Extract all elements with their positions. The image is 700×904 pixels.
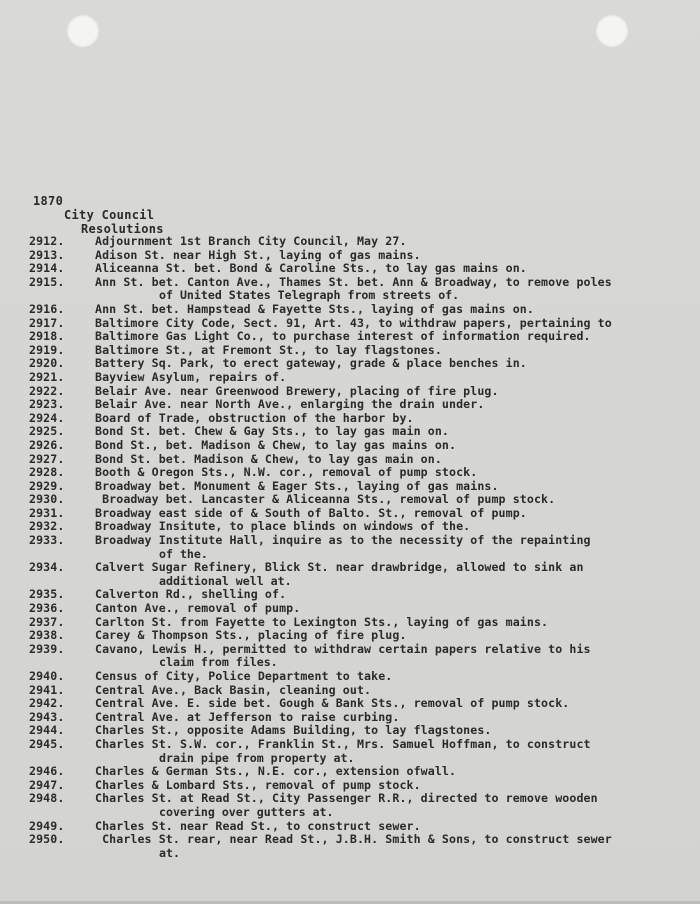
resolution-text: Charles St. S.W. cor., Franklin St., Mrs. Samuel Hoffman, to construct	[95, 737, 591, 751]
resolution-text: Calverton Rd., shelling of.	[95, 588, 287, 602]
resolution-text: Baltimore Gas Light Co., to purchase interest of information required.	[95, 330, 591, 344]
resolution-text: Bayview Asylum, repairs of.	[95, 370, 287, 384]
resolution-number: 2926.	[29, 437, 65, 452]
resolution-text-continuation: claim from files.	[159, 655, 278, 670]
resolution-text: Ann St. bet. Hampstead & Fayette Sts., laying of gas mains on.	[95, 302, 534, 316]
resolution-text: Charles & German Sts., N.E. cor., extension ofwall.	[95, 765, 457, 779]
resolution-number: 2920.	[29, 356, 65, 371]
resolution-text: Charles St. rear, near Read St., J.B.H. Smith & Sons, to construct sewer	[95, 833, 612, 847]
list-item	[29, 480, 697, 494]
resolution-number: 2944.	[29, 723, 65, 738]
subsection-heading: Resolutions	[81, 222, 164, 236]
resolution-text: Charles St., opposite Adams Building, to lay flagstones.	[95, 724, 492, 738]
list-item	[29, 738, 697, 765]
list-item	[29, 262, 697, 276]
list-item	[29, 425, 697, 439]
list-item	[29, 276, 697, 303]
resolution-number: 2938.	[29, 628, 65, 643]
resolution-text: Charles St. near Read St., to construct sewer.	[95, 819, 421, 833]
list-item	[29, 833, 697, 860]
list-item	[29, 724, 697, 738]
resolution-text: Board of Trade, obstruction of the harbor by.	[95, 411, 414, 425]
resolution-number: 2946.	[29, 764, 65, 779]
resolution-text: Cavano, Lewis H., permitted to withdraw certain papers relative to his	[95, 642, 591, 656]
resolution-number: 2942.	[29, 696, 65, 711]
resolution-text: Baltimore St., at Fremont St., to lay flagstones.	[95, 343, 442, 357]
list-item	[29, 439, 697, 453]
resolution-number: 2921.	[29, 369, 65, 384]
list-item	[29, 235, 697, 249]
resolution-number: 2915.	[29, 274, 65, 289]
resolution-number: 2925.	[29, 424, 65, 439]
resolution-number: 2945.	[29, 736, 65, 751]
resolution-text: Bond St. bet. Madison & Chew, to lay gas main on.	[95, 452, 442, 466]
list-item	[29, 507, 697, 521]
list-item	[29, 643, 697, 670]
list-item	[29, 792, 697, 819]
resolution-text: Central Ave., Back Basin, cleaning out.	[95, 683, 372, 697]
resolution-number: 2940.	[29, 669, 65, 683]
list-item	[29, 344, 697, 358]
resolution-number: 2917.	[29, 315, 65, 330]
resolution-text: Bond St. bet. Chew & Gay Sts., to lay gas main on.	[95, 425, 450, 439]
resolution-text: Central Ave. E. side bet. Gough & Bank Sts., removal of pump stock.	[95, 697, 570, 711]
resolution-text: Census of City, Police Department to take.	[95, 670, 393, 683]
list-item	[29, 779, 697, 793]
resolution-number: 2939.	[29, 641, 65, 656]
punch-hole-left	[66, 14, 100, 48]
resolution-text: Broadway Institute Hall, inquire as to the necessity of the repainting	[95, 534, 591, 548]
punch-hole-right	[595, 14, 629, 48]
resolution-text: Broadway Insitute, to place blinds on windows of the.	[95, 520, 471, 534]
resolution-number: 2916.	[29, 301, 65, 316]
list-item	[29, 820, 697, 834]
list-item	[29, 534, 697, 561]
resolution-number: 2918.	[29, 329, 65, 344]
list-item	[29, 357, 697, 371]
resolution-text: Broadway bet. Lancaster & Aliceanna Sts., removal of pump stock.	[95, 493, 556, 507]
resolution-text: Calvert Sugar Refinery, Blick St. near drawbridge, allowed to sink an	[95, 561, 584, 575]
resolution-text: Broadway bet. Monument & Eager Sts., laying of gas mains.	[95, 479, 499, 493]
resolution-number: 2949.	[29, 818, 65, 833]
list-item	[29, 520, 697, 534]
list-item	[29, 697, 697, 711]
resolution-number: 2936.	[29, 601, 65, 616]
list-item	[29, 684, 697, 698]
resolution-text: Adjournment 1st Branch City Council, May 27.	[95, 235, 407, 248]
list-item	[29, 466, 697, 480]
resolution-text-continuation: drain pipe from property at.	[159, 750, 355, 765]
list-item	[29, 453, 697, 467]
resolution-number: 2932.	[29, 519, 65, 534]
resolution-text-continuation: at.	[159, 845, 180, 860]
resolution-number: 2924.	[29, 410, 65, 425]
list-item	[29, 493, 697, 507]
resolution-number: 2922.	[29, 383, 65, 398]
resolution-text: Canton Ave., removal of pump.	[95, 602, 301, 616]
year-heading: 1870	[33, 194, 64, 208]
resolution-number: 2933.	[29, 533, 65, 548]
resolution-number: 2929.	[29, 478, 65, 493]
list-item	[29, 249, 697, 263]
resolution-text: Central Ave. at Jefferson to raise curbing.	[95, 710, 400, 724]
resolution-text: Broadway east side of & South of Balto. St., removal of pump.	[95, 506, 527, 520]
list-item	[29, 385, 697, 399]
resolution-text: Booth & Oregon Sts., N.W. cor., removal of pump stock.	[95, 466, 478, 480]
resolution-text: Ann St. bet. Canton Ave., Thames St. bet. Ann & Broadway, to remove poles	[95, 275, 612, 289]
resolution-number: 2935.	[29, 587, 65, 602]
resolution-number: 2919.	[29, 342, 65, 357]
list-item	[29, 330, 697, 344]
resolution-text: Belair Ave. near Greenwood Brewery, placing of fire plug.	[95, 384, 499, 398]
resolution-number: 2927.	[29, 451, 65, 466]
resolution-number: 2912.	[29, 234, 65, 248]
resolution-number: 2948.	[29, 791, 65, 806]
resolution-number: 2950.	[29, 832, 65, 847]
list-item	[29, 561, 697, 588]
list-item	[29, 412, 697, 426]
resolution-number: 2928.	[29, 465, 65, 480]
list-item	[29, 371, 697, 385]
resolution-number: 2941.	[29, 682, 65, 697]
resolution-text: Aliceanna St. bet. Bond & Caroline Sts., to lay gas mains on.	[95, 262, 527, 276]
list-item	[29, 629, 697, 643]
resolution-text: Charles & Lombard Sts., removal of pump stock.	[95, 778, 421, 792]
resolution-text: Baltimore City Code, Sect. 91, Art. 43, to withdraw papers, pertaining to	[95, 316, 612, 330]
resolution-text-continuation: covering over gutters at.	[159, 804, 334, 819]
resolution-number: 2934.	[29, 560, 65, 575]
list-item	[29, 711, 697, 725]
list-item	[29, 616, 697, 630]
list-item	[29, 670, 697, 684]
resolution-text-continuation: of United States Telegraph from streets of.	[159, 288, 460, 303]
resolution-number: 2923.	[29, 397, 65, 412]
resolution-text: Charles St. at Read St., City Passenger R.R., directed to remove wooden	[95, 792, 598, 806]
list-item	[29, 303, 697, 317]
list-item	[29, 317, 697, 331]
resolution-text: Adison St. near High St., laying of gas mains.	[95, 248, 421, 262]
resolution-text: Carlton St. from Fayette to Lexington Sts., laying of gas mains.	[95, 615, 549, 629]
resolution-number: 2937.	[29, 614, 65, 629]
resolution-number: 2913.	[29, 247, 65, 262]
resolution-number: 2931.	[29, 505, 65, 520]
list-item	[29, 602, 697, 616]
resolution-text: Carey & Thompson Sts., placing of fire plug.	[95, 629, 407, 643]
list-item	[29, 765, 697, 779]
list-item	[29, 588, 697, 602]
resolution-number: 2947.	[29, 777, 65, 792]
section-heading: City Council	[64, 208, 155, 222]
resolution-text-continuation: additional well at.	[159, 573, 292, 588]
resolution-text: Belair Ave. near North Ave., enlarging the drain under.	[95, 398, 485, 412]
resolution-text-continuation: of the.	[159, 546, 208, 561]
list-item	[29, 398, 697, 412]
resolution-number: 2914.	[29, 261, 65, 276]
resolution-text: Battery Sq. Park, to erect gateway, grade & place benches in.	[95, 357, 527, 371]
resolution-number: 2943.	[29, 709, 65, 724]
resolution-list	[29, 235, 697, 860]
resolution-text: Bond St., bet. Madison & Chew, to lay gas mains on.	[95, 438, 457, 452]
resolution-number: 2930.	[29, 492, 65, 507]
